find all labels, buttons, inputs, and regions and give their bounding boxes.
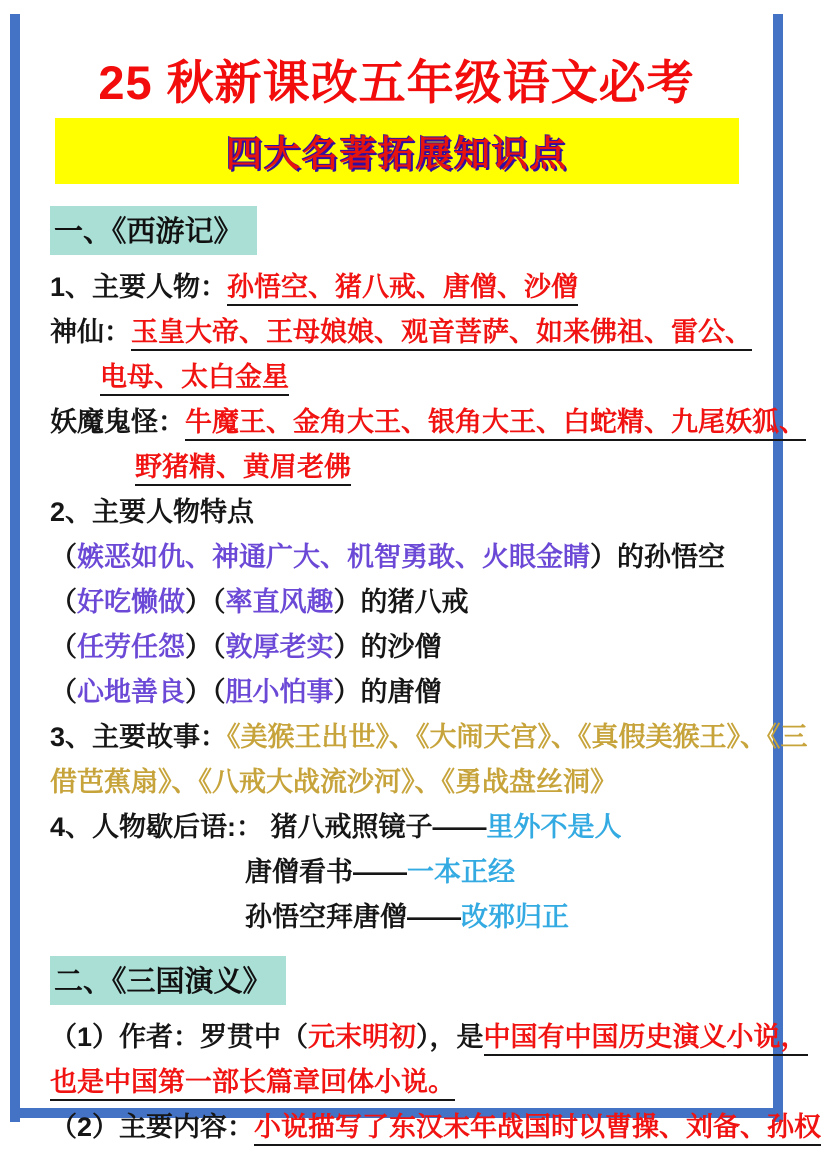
trait-who: 的沙僧 (360, 632, 442, 662)
main-characters-label: 1、主要人物： (50, 272, 228, 302)
stories-value-1: 《美猴王出世》、《大闹天宫》、《真假美猴王》、《三 (227, 722, 808, 752)
sayings-label: 4、人物歇后语:： (50, 812, 264, 842)
stories-label: 3、主要故事： (50, 722, 228, 752)
trait-text: 心地善良 (77, 677, 185, 707)
saying-line-3 (50, 895, 750, 940)
paren: ） (333, 677, 361, 707)
saying-question: 猪八戒照镜子—— (270, 812, 487, 842)
paren: ） (333, 632, 361, 662)
trait-line-zhubajie (50, 580, 750, 625)
paren: ） (590, 542, 617, 572)
page-border-right (773, 14, 783, 1122)
subtitle-banner (55, 118, 739, 184)
section-heading-xiyouji (50, 206, 750, 255)
paren: ） (333, 587, 361, 617)
section-heading-highlight: 二、《三国演义》 (50, 956, 286, 1005)
demons-value-1: 牛魔王、金角大王、银角大王、白蛇精、九尾妖狐、 (185, 407, 806, 441)
author-mid: ），是 (416, 1022, 484, 1052)
main-characters-line (50, 265, 750, 310)
section-heading-sanguoyanyi (50, 956, 750, 1005)
trait-text: 率直风趣 (225, 587, 334, 617)
paren: （ (212, 587, 226, 617)
page-border-left (10, 14, 20, 1122)
author-claim-2: 也是中国第一部长篇章回体小说。 (50, 1067, 455, 1101)
demons-value-2: 野猪精、黄眉老佛 (135, 452, 351, 486)
content-area (50, 202, 821, 1150)
saying-question: 唐僧看书—— (245, 857, 407, 887)
trait-text: 任劳任怨 (77, 632, 185, 662)
trait-line-tangseng (50, 670, 750, 715)
saying-line-2 (50, 850, 750, 895)
immortals-line-1 (50, 310, 750, 355)
paren: ） (185, 587, 212, 617)
paren: （ (50, 677, 77, 707)
paren: ） (185, 632, 212, 662)
saying-answer: 一本正经 (407, 857, 515, 887)
trait-who: 的孙悟空 (617, 542, 725, 572)
author-label: （1）作者：罗贯中（ (50, 1022, 309, 1052)
immortals-line-2 (50, 355, 750, 400)
immortals-label: 神仙： (50, 317, 131, 347)
content-value: 小说描写了东汉末年战国时以曹操、刘备、孙权 (254, 1112, 821, 1146)
author-line-1 (50, 1015, 808, 1060)
saying-answer: 改邪归正 (461, 902, 569, 932)
trait-line-shaseng (50, 625, 750, 670)
traits-heading: 2、主要人物特点 (50, 497, 255, 527)
immortals-value-2: 电母、太白金星 (100, 362, 289, 396)
trait-text: 胆小怕事 (225, 677, 334, 707)
stories-line-1 (50, 715, 808, 760)
content-line (50, 1105, 821, 1150)
stories-line-2 (50, 760, 750, 805)
saying-answer: 里外不是人 (486, 812, 622, 842)
main-characters-value: 孙悟空、猪八戒、唐僧、沙僧 (227, 272, 578, 306)
demons-line-2 (50, 445, 750, 490)
author-era: 元末明初 (308, 1022, 417, 1052)
author-line-2 (50, 1060, 750, 1105)
trait-text: 好吃懒做 (77, 587, 185, 617)
paren: （ (212, 632, 226, 662)
author-claim-1: 中国有中国历史演义小说， (484, 1022, 808, 1056)
immortals-value-1: 玉皇大帝、王母娘娘、观音菩萨、如来佛祖、雷公、 (131, 317, 752, 351)
trait-line-sunwukong (50, 535, 750, 580)
content-label: （2）主要内容： (50, 1112, 255, 1142)
trait-text: 敦厚老实 (225, 632, 334, 662)
demons-line-1 (50, 400, 806, 445)
saying-question: 孙悟空拜唐僧—— (245, 902, 461, 932)
saying-line-1 (50, 805, 750, 850)
paren: （ (50, 542, 77, 572)
trait-who: 的唐僧 (360, 677, 442, 707)
paren: （ (212, 677, 226, 707)
trait-who: 的猪八戒 (360, 587, 469, 617)
paren: （ (50, 587, 77, 617)
subtitle-text: 四大名著拓展知识点 (225, 132, 568, 174)
section-heading-highlight: 一、《西游记》 (50, 206, 257, 255)
stories-value-2: 借芭蕉扇》、《八戒大战流沙河》、《勇战盘丝洞》 (50, 767, 617, 797)
paren: （ (50, 632, 77, 662)
demons-label: 妖魔鬼怪： (50, 407, 185, 437)
page-title: 25 秋新课改五年级语文必考 (98, 56, 695, 109)
trait-text: 嫉恶如仇、神通广大、机智勇敢、火眼金睛 (77, 542, 590, 572)
paren: ） (185, 677, 212, 707)
